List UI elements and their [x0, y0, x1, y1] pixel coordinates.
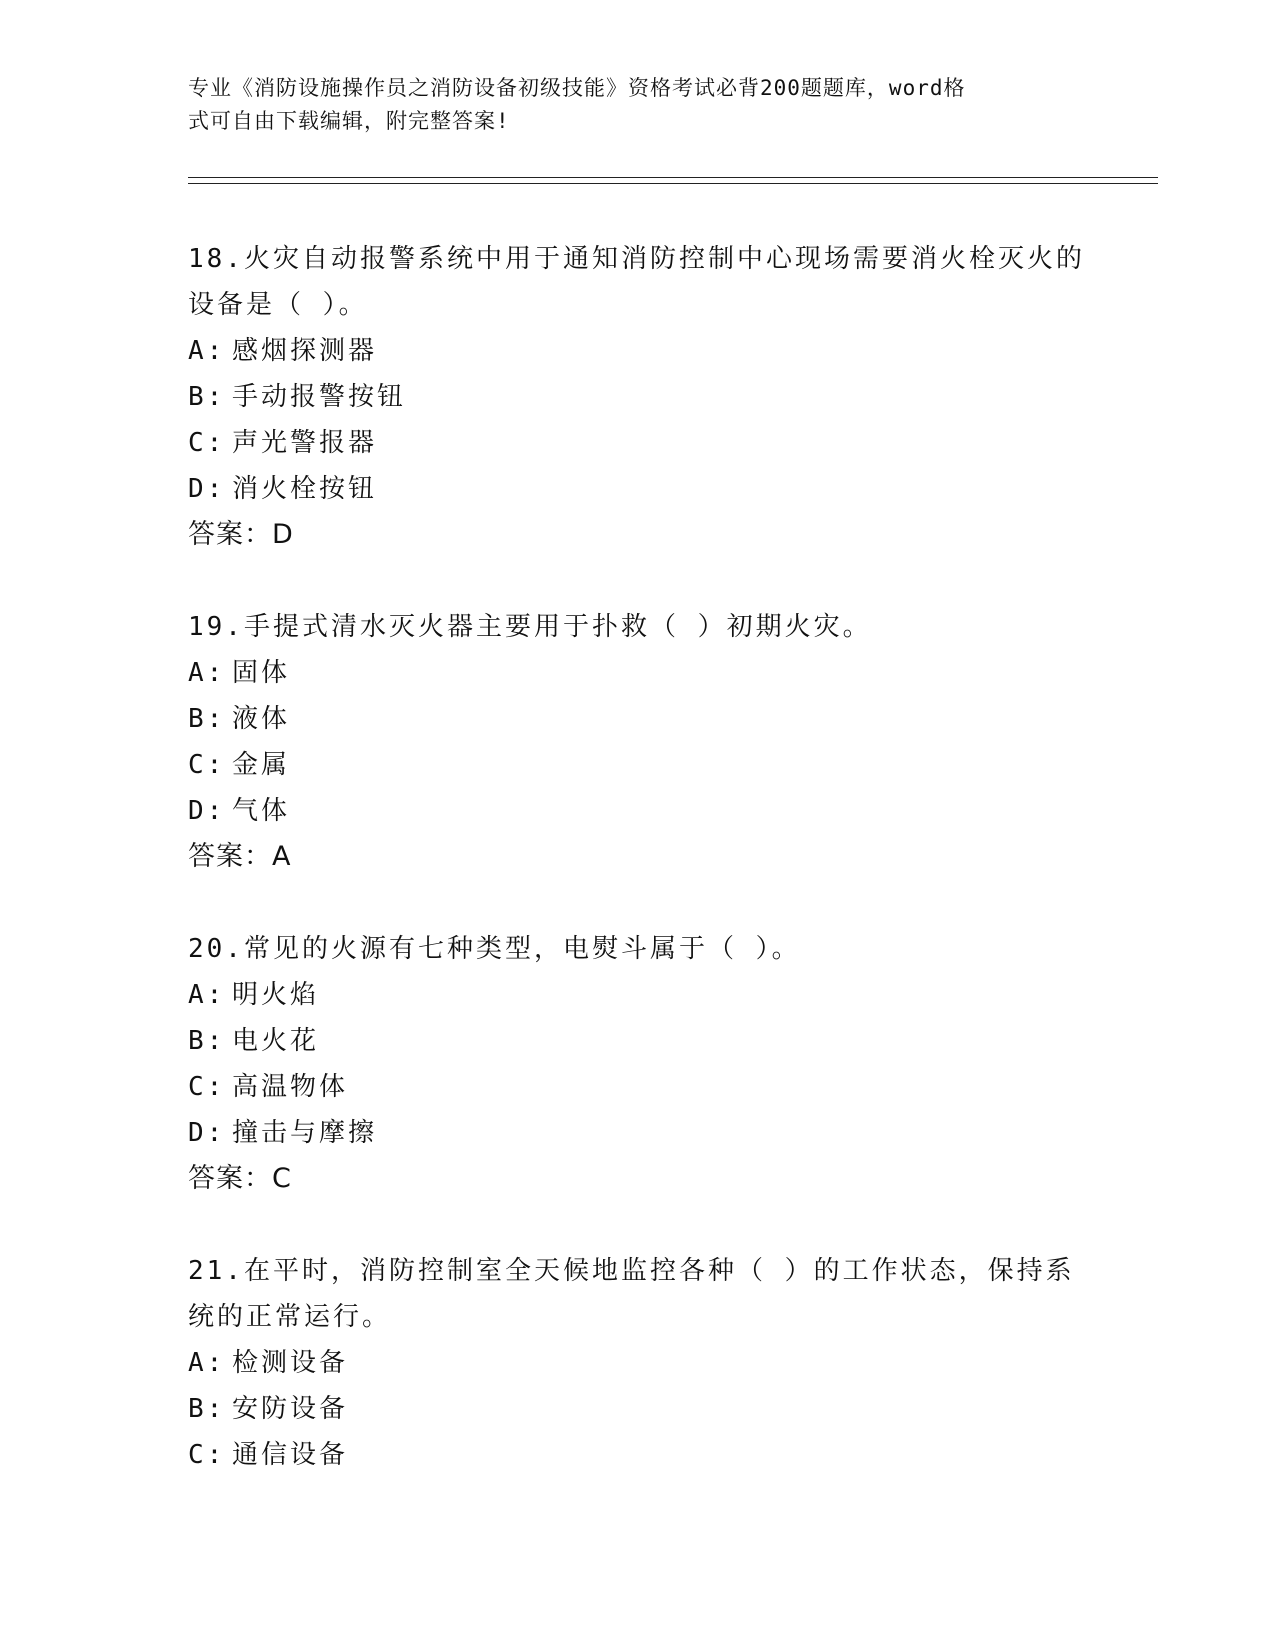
option-c	[188, 420, 1088, 466]
option-letter: B:	[188, 382, 226, 412]
option-text: 声光警报器	[232, 428, 378, 458]
option-b	[188, 1386, 1088, 1432]
option-letter: D:	[188, 1118, 226, 1148]
option-d	[188, 466, 1088, 512]
question-19	[188, 604, 1088, 880]
question-stem-line: 18.火灾自动报警系统中用于通知消防控制中心现场需要消火栓灭火的	[188, 244, 1085, 274]
question-20	[188, 926, 1088, 1202]
question-stem-line: 20.常见的火源有七种类型，电熨斗属于（ ）。	[188, 934, 801, 964]
option-text: 高温物体	[232, 1072, 349, 1102]
answer-line: 答案：D	[188, 519, 294, 550]
option-letter: B:	[188, 1394, 226, 1424]
header-line-1: 专业《消防设施操作员之消防设备初级技能》资格考试必背200题题库，word格	[188, 76, 966, 100]
option-b	[188, 374, 1088, 420]
option-letter: D:	[188, 474, 226, 504]
option-text: 手动报警按钮	[232, 382, 407, 412]
header-rule-top	[188, 177, 1158, 178]
option-c	[188, 1064, 1088, 1110]
question-21	[188, 1248, 1088, 1478]
option-text: 检测设备	[232, 1348, 349, 1378]
option-letter: B:	[188, 704, 226, 734]
option-b	[188, 1018, 1088, 1064]
option-c	[188, 742, 1088, 788]
question-18	[188, 236, 1088, 558]
option-text: 明火焰	[232, 980, 320, 1010]
option-letter: C:	[188, 1072, 226, 1102]
question-stem-line: 19.手提式清水灭火器主要用于扑救（ ）初期火灾。	[188, 612, 872, 642]
option-text: 电火花	[232, 1026, 320, 1056]
option-letter: A:	[188, 980, 226, 1010]
option-a	[188, 972, 1088, 1018]
option-a	[188, 1340, 1088, 1386]
header-rule-bottom	[188, 183, 1158, 184]
option-letter: C:	[188, 1440, 226, 1470]
option-text: 撞击与摩擦	[232, 1118, 378, 1148]
option-d	[188, 1110, 1088, 1156]
question-list	[188, 236, 1088, 1524]
option-letter: C:	[188, 750, 226, 780]
option-text: 液体	[232, 704, 291, 734]
option-a	[188, 650, 1088, 696]
option-letter: A:	[188, 1348, 226, 1378]
option-text: 通信设备	[232, 1440, 349, 1470]
option-a	[188, 328, 1088, 374]
answer-line: 答案：C	[188, 1163, 292, 1194]
option-letter: D:	[188, 796, 226, 826]
question-stem-line: 统的正常运行。	[188, 1302, 392, 1332]
option-letter: A:	[188, 336, 226, 366]
option-d	[188, 788, 1088, 834]
question-stem-line: 设备是（ ）。	[188, 290, 368, 320]
option-text: 金属	[232, 750, 291, 780]
option-text: 消火栓按钮	[232, 474, 378, 504]
option-text: 安防设备	[232, 1394, 349, 1424]
option-letter: B:	[188, 1026, 226, 1056]
option-b	[188, 696, 1088, 742]
question-stem-line: 21.在平时，消防控制室全天候地监控各种（ ）的工作状态，保持系	[188, 1256, 1075, 1286]
document-header	[188, 72, 1068, 138]
option-text: 感烟探测器	[232, 336, 378, 366]
option-text: 固体	[232, 658, 291, 688]
answer-line: 答案：A	[188, 841, 292, 872]
header-line-2: 式可自由下载编辑，附完整答案!	[188, 109, 510, 133]
option-letter: C:	[188, 428, 226, 458]
option-text: 气体	[232, 796, 291, 826]
option-letter: A:	[188, 658, 226, 688]
option-c	[188, 1432, 1088, 1478]
